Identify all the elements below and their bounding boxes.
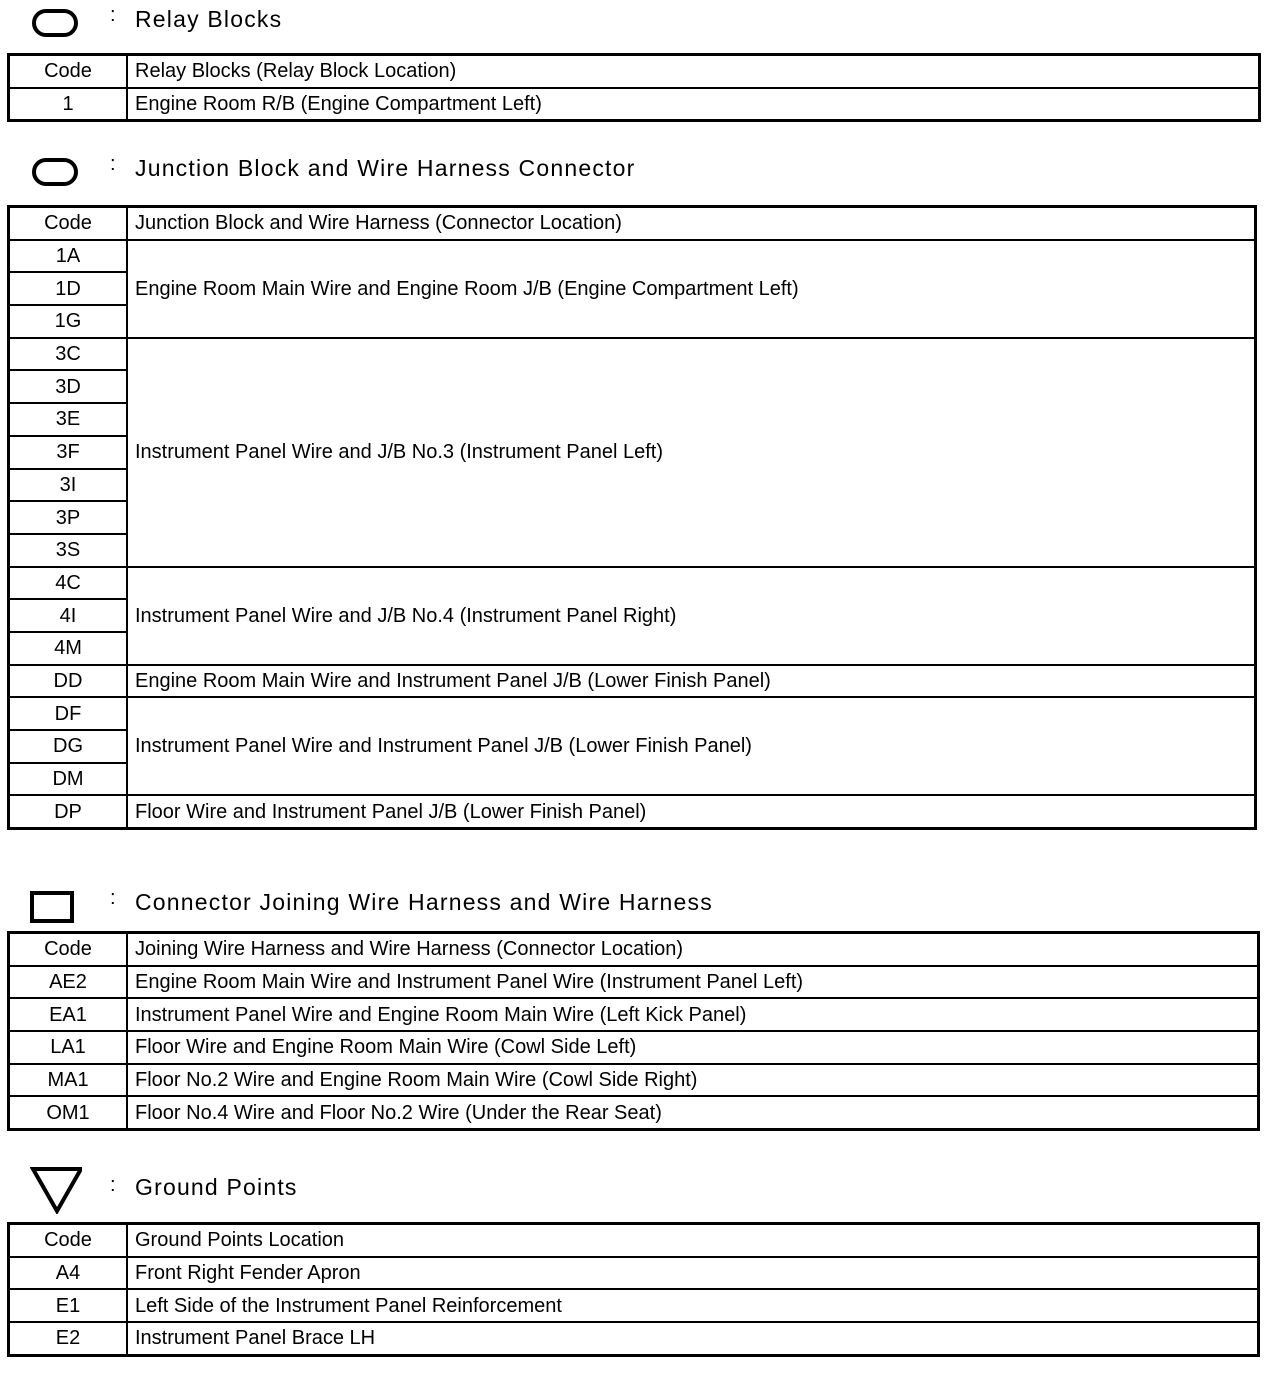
code-cell: DD bbox=[9, 665, 128, 698]
heading-colon: : bbox=[110, 4, 116, 26]
code-cell: 1 bbox=[9, 88, 128, 121]
table-row bbox=[9, 1257, 1259, 1290]
table-row bbox=[9, 567, 1256, 600]
ground-points-heading bbox=[0, 1166, 1270, 1216]
location-cell: Instrument Panel Wire and J/B No.3 (Instrument Panel Left) bbox=[127, 338, 1256, 567]
table-header-row bbox=[9, 55, 1260, 88]
code-cell: 3S bbox=[9, 534, 128, 567]
location-cell: Engine Room Main Wire and Instrument Panel Wire (Instrument Panel Left) bbox=[127, 966, 1259, 999]
code-header: Code bbox=[9, 933, 128, 966]
junction-block-title: Junction Block and Wire Harness Connector bbox=[135, 155, 636, 181]
code-cell: AE2 bbox=[9, 966, 128, 999]
code-cell: OM1 bbox=[9, 1096, 128, 1129]
location-cell: Engine Room Main Wire and Engine Room J/B (Engine Compartment Left) bbox=[127, 240, 1256, 338]
code-cell: E2 bbox=[9, 1322, 128, 1355]
code-cell: 1G bbox=[9, 305, 128, 338]
code-cell: 3F bbox=[9, 436, 128, 469]
rounded-rect-icon bbox=[30, 6, 82, 38]
table-row bbox=[9, 1322, 1259, 1355]
code-cell: DM bbox=[9, 763, 128, 796]
code-cell: EA1 bbox=[9, 998, 128, 1031]
code-cell: A4 bbox=[9, 1257, 128, 1290]
rounded-rect-icon bbox=[30, 155, 82, 187]
location-cell: Floor Wire and Engine Room Main Wire (Cowl Side Left) bbox=[127, 1031, 1259, 1064]
table-row bbox=[9, 998, 1259, 1031]
table-row bbox=[9, 966, 1259, 999]
location-cell: Instrument Panel Wire and J/B No.4 (Instrument Panel Right) bbox=[127, 567, 1256, 665]
connector-joining-heading bbox=[0, 885, 1270, 925]
table-row bbox=[9, 1289, 1259, 1322]
square-icon bbox=[30, 891, 82, 923]
location-cell: Front Right Fender Apron bbox=[127, 1257, 1259, 1290]
code-cell: 3C bbox=[9, 338, 128, 371]
connector-joining-title: Connector Joining Wire Harness and Wire Harness bbox=[135, 889, 713, 915]
code-cell: 4C bbox=[9, 567, 128, 600]
code-cell: 3D bbox=[9, 370, 128, 403]
table-row bbox=[9, 665, 1256, 698]
connector-joining-table bbox=[7, 931, 1260, 1131]
table-row bbox=[9, 338, 1256, 371]
location-cell: Engine Room R/B (Engine Compartment Left) bbox=[127, 88, 1260, 121]
triangle-down-icon bbox=[30, 1166, 82, 1214]
location-header: Joining Wire Harness and Wire Harness (Connector Location) bbox=[127, 933, 1259, 966]
relay-blocks-heading bbox=[0, 2, 1270, 42]
location-cell: Instrument Panel Wire and Instrument Panel J/B (Lower Finish Panel) bbox=[127, 697, 1256, 795]
ground-points-title: Ground Points bbox=[135, 1174, 298, 1200]
location-cell: Floor No.2 Wire and Engine Room Main Wire (Cowl Side Right) bbox=[127, 1064, 1259, 1097]
location-cell: Engine Room Main Wire and Instrument Panel J/B (Lower Finish Panel) bbox=[127, 665, 1256, 698]
table-header-row bbox=[9, 933, 1259, 966]
code-cell: 4I bbox=[9, 599, 128, 632]
code-cell: MA1 bbox=[9, 1064, 128, 1097]
table-row bbox=[9, 240, 1256, 273]
junction-block-heading bbox=[0, 151, 1270, 191]
ground-points-table bbox=[7, 1222, 1260, 1357]
location-cell: Instrument Panel Wire and Engine Room Main Wire (Left Kick Panel) bbox=[127, 998, 1259, 1031]
location-cell: Floor No.4 Wire and Floor No.2 Wire (Under the Rear Seat) bbox=[127, 1096, 1259, 1129]
relay-blocks-table bbox=[7, 53, 1261, 122]
code-cell: 1A bbox=[9, 240, 128, 273]
code-cell: LA1 bbox=[9, 1031, 128, 1064]
code-header: Code bbox=[9, 55, 128, 88]
junction-block-table bbox=[7, 205, 1257, 830]
code-cell: 3P bbox=[9, 501, 128, 534]
heading-colon: : bbox=[110, 887, 116, 909]
location-header: Ground Points Location bbox=[127, 1224, 1259, 1257]
table-header-row bbox=[9, 1224, 1259, 1257]
table-row bbox=[9, 1031, 1259, 1064]
table-row bbox=[9, 88, 1260, 121]
code-header: Code bbox=[9, 207, 128, 240]
heading-colon: : bbox=[110, 1174, 116, 1196]
table-header-row bbox=[9, 207, 1256, 240]
table-row bbox=[9, 1096, 1259, 1129]
location-header: Relay Blocks (Relay Block Location) bbox=[127, 55, 1260, 88]
code-cell: E1 bbox=[9, 1289, 128, 1322]
code-cell: DP bbox=[9, 795, 128, 828]
code-cell: 3I bbox=[9, 469, 128, 502]
code-header: Code bbox=[9, 1224, 128, 1257]
code-cell: 3E bbox=[9, 403, 128, 436]
code-cell: 4M bbox=[9, 632, 128, 665]
code-cell: 1D bbox=[9, 272, 128, 305]
location-cell: Instrument Panel Brace LH bbox=[127, 1322, 1259, 1355]
code-cell: DF bbox=[9, 697, 128, 730]
heading-colon: : bbox=[110, 153, 116, 175]
table-row bbox=[9, 1064, 1259, 1097]
relay-blocks-title: Relay Blocks bbox=[135, 6, 283, 32]
table-row bbox=[9, 795, 1256, 828]
location-header: Junction Block and Wire Harness (Connector Location) bbox=[127, 207, 1256, 240]
code-cell: DG bbox=[9, 730, 128, 763]
table-row bbox=[9, 697, 1256, 730]
location-cell: Floor Wire and Instrument Panel J/B (Lower Finish Panel) bbox=[127, 795, 1256, 828]
location-cell: Left Side of the Instrument Panel Reinforcement bbox=[127, 1289, 1259, 1322]
